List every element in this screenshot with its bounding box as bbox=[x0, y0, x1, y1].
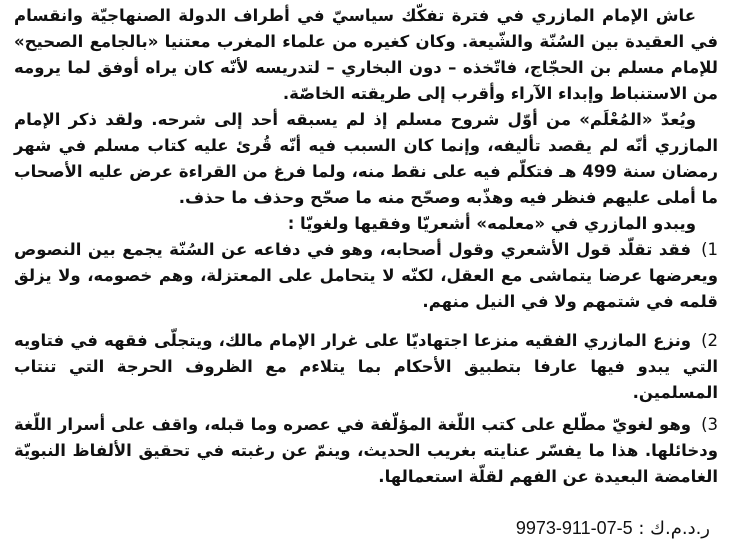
paragraph-mualim: ويُعدّ «المُعْلَم» من أوّل شروح مسلم إذ لم يسبقه أحد إلى شرحه. ولقد ذكر الإمام المازري أنّه لم يقصد تأليفه، وإنما كان السبب فيه أنّه قُرئ عليه كتاب مسلم في شهر رمضان سنة 499 هـ فتكلّم فيه على نقط منه، ولما فرغ من القراءة عرض عليه الأصحاب ما أملى عليهم فنظر فيه وهذّبه وصحّح منه ما صحّح وحذف ما حذف. bbox=[14, 110, 718, 207]
document-page bbox=[14, 0, 718, 543]
isbn-label: ر.د.م.ك : bbox=[638, 518, 710, 539]
list-item-text: ونزع المازري الفقيه منزعا اجتهاديّا على غرار الإمام مالك، ويتجلّى فقهه في فتاويه التي يبدو فيها عارفا بتطبيق الأحكام بما يتلاءم مع الظروف الحرجة التي تنتاب المسلمين. bbox=[14, 331, 718, 402]
isbn-number: 9973-911-07-5 bbox=[515, 518, 633, 538]
list-item-number: 2) bbox=[701, 331, 718, 350]
paragraph-summary: ويبدو المازري في «معلمه» أشعريّا وفقيها ولغويّا : bbox=[287, 214, 696, 233]
list-item-text: وهو لغويّ مطّلع على كتب اللّغة المؤلّفة في عصره وما قبله، واقف على أسرار اللّغة ودخائلها. هذا ما يفسّر عنايته بغريب الحديث، وينمّ عن رغبته في تحقيق الألفاظ النبويّة الغامضة البعيدة عن الفهم لقلّة استعمالها. bbox=[14, 415, 718, 486]
list-item bbox=[14, 328, 718, 406]
list-item bbox=[14, 412, 718, 490]
list-item-text: فقد تقلّد قول الأشعري وقول أصحابه، وهو في دفاعه عن السُنّة يجمع بين النصوص ويعرضها عرضا يتماشى مع العقل، لكنّه لا يتحامل على المعتزلة، وهم خصومه، ولا يزلق قلمه في شتمهم ولا في النيل منهم. bbox=[14, 240, 718, 311]
list-item bbox=[14, 237, 718, 315]
list-item-number: 1) bbox=[701, 240, 718, 259]
list-item-number: 3) bbox=[701, 415, 718, 434]
paragraph-intro: عاش الإمام المازري في فترة تفكّك سياسيّ في أطراف الدولة الصنهاجيّة وانقسام في العقيدة بين السُنّة والشّيعة. وكان كغيره من علماء المغرب معتنيا «بالجامع الصحيح» للإمام مسلم بن الحجّاج، فاتّخذه – دون البخاري – لتدريسه لأنّه كان يراه أوفق لما يرومه من الاستنباط وإبداء الآراء وأقرب إلى طريقته الخاصّة. bbox=[14, 6, 718, 103]
isbn-line bbox=[516, 518, 710, 539]
